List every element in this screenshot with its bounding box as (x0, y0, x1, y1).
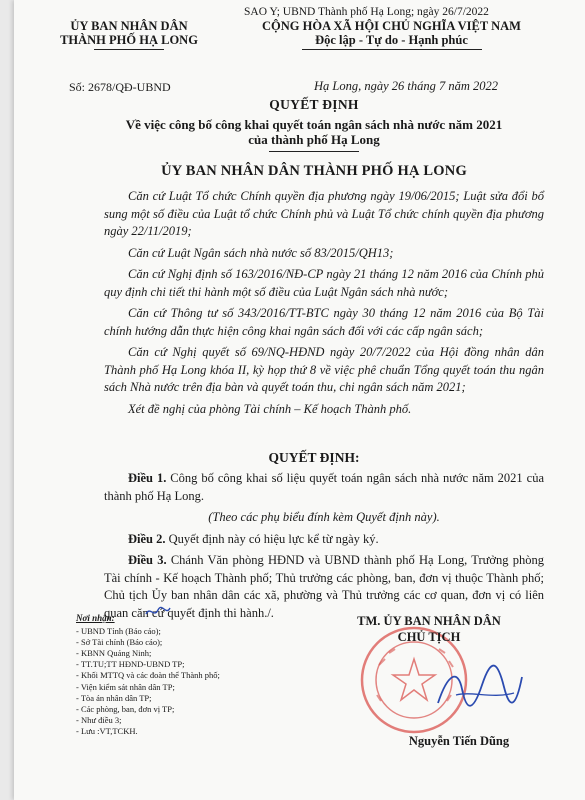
issuing-authority: ỦY BAN NHÂN DÂN THÀNH PHỐ HẠ LONG (161, 163, 467, 179)
document-date: Hạ Long, ngày 26 tháng 7 năm 2022 (314, 79, 499, 93)
recipient-item: - Các phòng, ban, đơn vị TP; (76, 704, 306, 715)
recipient-item: - TT.TU;TT HĐND-UBND TP; (76, 659, 306, 670)
copy-certification-line: SAO Y; UBND Thành phố Hạ Long; ngày 26/7/2022 (244, 6, 489, 18)
recipient-item: - Tòa án nhân dân TP; (76, 693, 306, 704)
recipient-item: - Sở Tài chính (Báo cáo); (76, 637, 306, 648)
article-3-label: Điều 3. (128, 553, 167, 567)
title-divider (269, 151, 359, 152)
recipient-item: - Viện kiểm sát nhân dân TP; (76, 682, 306, 693)
signature-block (334, 613, 524, 645)
legal-bases (104, 188, 544, 422)
article-1 (104, 470, 544, 505)
article-2 (104, 531, 544, 549)
issuer-header-line1: ỦY BAN NHÂN DÂN (70, 19, 188, 33)
article-1-text: Công bố công khai số liệu quyết toán ngân sách nhà nước năm 2021 của thành phố Hạ Long. (104, 471, 544, 503)
signature-authority: TM. ỦY BAN NHÂN DÂN (357, 614, 501, 628)
legal-basis-item: Căn cứ Luật Tổ chức Chính quyền địa phương ngày 19/06/2015; Luật sửa đổi bổ sung một số điều của Luật tổ chức Chính phủ và Luật Tổ chức chính quyền địa phương ngày 22/11/2019; (104, 189, 544, 238)
legal-basis-item: Căn cứ Nghị quyết số 69/NQ-HĐND ngày 20/7/2022 của Hội đồng nhân dân Thành phố Hạ Long khóa II, kỳ họp thứ 8 về việc phê chuẩn Tổng quyết toán thu ngân sách Nhà nước trên địa bàn và quyết toán thu, chi ngân sách năm 2021; (104, 345, 544, 394)
article-1-note: (Theo các phụ biểu đính kèm Quyết định này). (208, 510, 440, 524)
article-2-text: Quyết định này có hiệu lực kể từ ngày ký. (165, 531, 379, 546)
recipient-item: - UBND Tỉnh (Báo cáo); (76, 626, 306, 637)
document-subtitle-line1: Về việc công bố công khai quyết toán ngân sách nhà nước năm 2021 (125, 117, 503, 132)
document-page (14, 0, 585, 800)
articles (104, 470, 544, 626)
document-number: Số: 2678/QĐ-UBND (69, 80, 171, 94)
document-subtitle-line2: của thành phố Hạ Long (248, 132, 380, 147)
document-title-block (74, 97, 554, 152)
national-header (224, 19, 559, 50)
article-1-label: Điều 1. (128, 471, 167, 485)
legal-basis-item: Căn cứ Luật Ngân sách nhà nước số 83/2015/QH13; (128, 245, 394, 260)
legal-basis-item: Xét đề nghị của phòng Tài chính – Kế hoạch Thành phố. (128, 401, 412, 416)
recipient-item: - Lưu :VT,TCKH. (76, 726, 306, 737)
recipients-list (76, 613, 306, 737)
article-2-label: Điều 2. (128, 531, 166, 546)
document-title: QUYẾT ĐỊNH (269, 97, 359, 112)
recipient-item: - Như điều 3; (76, 715, 306, 726)
national-motto: Độc lập - Tự do - Hạnh phúc (315, 33, 468, 47)
article-3-text: Chánh Văn phòng HĐND và UBND thành phố Hạ Long, Trưởng phòng Tài chính - Kế hoạch Thành phố; Thủ trưởng các phòng, ban, đơn vị thuộc Thành phố; Chủ tịch Ủy ban nhân dân các xã, phường và Thủ trưởng các cơ quan, đơn vị có liên quan căn cứ quyết định thi hành./. (104, 553, 545, 620)
legal-basis-item: Căn cứ Thông tư số 343/2016/TT-BTC ngày 30 tháng 12 năm 2016 của Bộ Tài chính hướng dẫn thực hiện công khai ngân sách đối với các cấp ngân sách; (104, 306, 544, 338)
recipients-heading: Nơi nhận: (76, 613, 115, 623)
signature-title: CHỦ TỊCH (397, 630, 461, 644)
decision-heading: QUYẾT ĐỊNH: (268, 450, 360, 465)
national-header-line1: CỘNG HÒA XÃ HỘI CHỦ NGHĨA VIỆT NAM (262, 19, 521, 33)
issuer-header-line2: THÀNH PHỐ HẠ LONG (60, 33, 198, 47)
header-divider (94, 49, 164, 50)
signer-name: Nguyễn Tiến Dũng (408, 734, 510, 748)
recipient-item: - Khối MTTQ và các đoàn thể Thành phố; (76, 670, 306, 681)
recipient-item: - KBNN Quảng Ninh; (76, 648, 306, 659)
issuer-header (54, 19, 204, 50)
legal-basis-item: Căn cứ Nghị định số 163/2016/NĐ-CP ngày 21 tháng 12 năm 2016 của Chính phủ quy định chi tiết thi hành một số điều của Luật Ngân sách nhà nước; (104, 267, 544, 299)
motto-divider (302, 49, 482, 50)
handwritten-signature-icon (432, 655, 527, 725)
